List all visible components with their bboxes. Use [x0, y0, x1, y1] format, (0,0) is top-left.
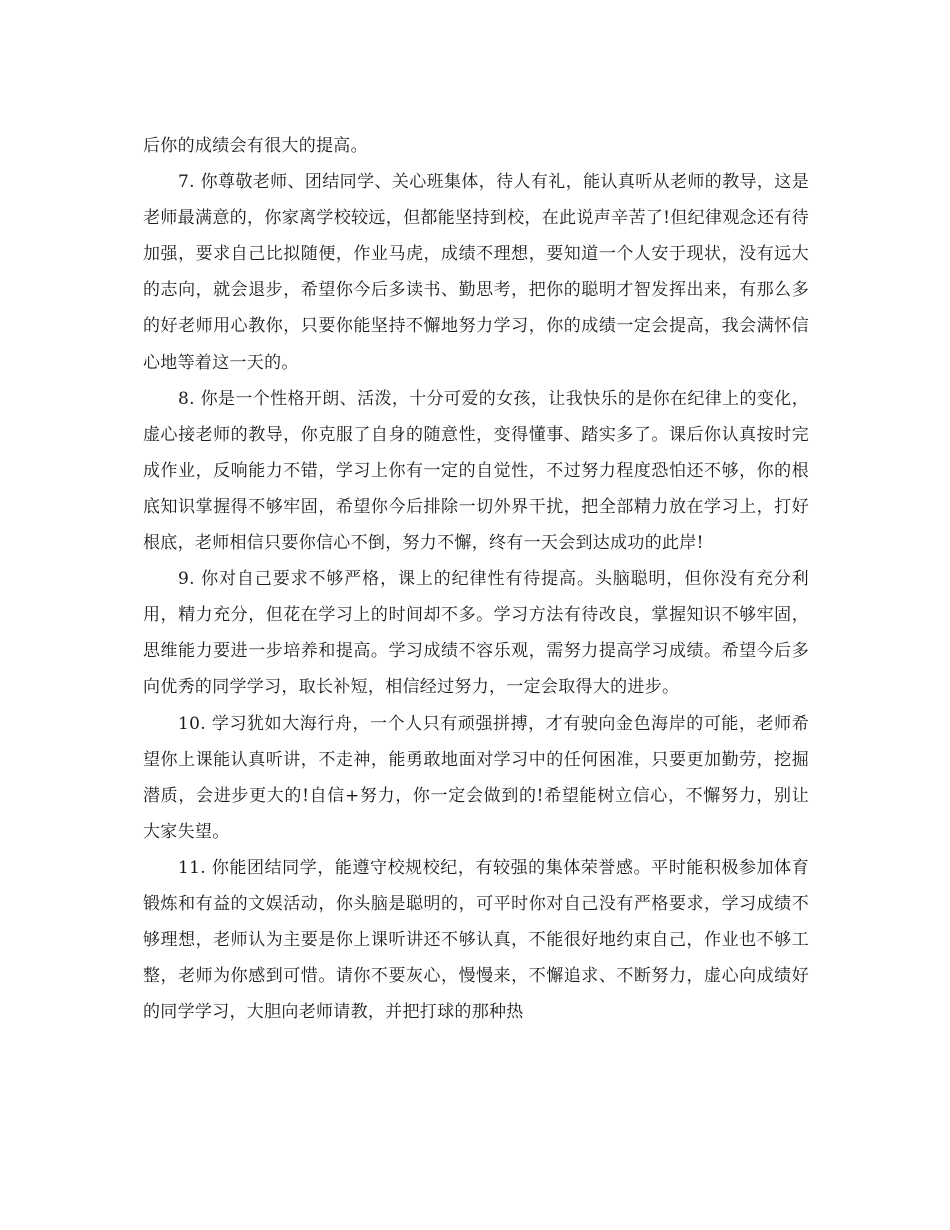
document-body	[143, 128, 809, 1030]
paragraph-continuation: 后你的成绩会有很大的提高。	[143, 136, 368, 156]
paragraph-comment-8: 8. 你是一个性格开朗、活泼，十分可爱的女孩，让我快乐的是你在纪律上的变化，虚心接老师的教导，你克服了自身的随意性，变得懂事、踏实多了。课后你认真按时完成作业，反响能力不错，学习上你有一定的自觉性，不过努力程度恐怕还不够，你的根底知识掌握得不够牢固，希望你今后排除一切外界干扰，把全部精力放在学习上，打好根底，老师相信只要你信心不倒，努力不懈，终有一天会到达成功的此岸!	[143, 388, 809, 554]
paragraph-comment-10: 10. 学习犹如大海行舟，一个人只有顽强拼搏，才有驶向金色海岸的可能，老师希望你上课能认真听讲，不走神，能勇敢地面对学习中的任何困准，只要更加勤劳，挖掘潜质，会进步更大的!自信+努力，你一定会做到的!希望能树立信心，不懈努力，别让大家失望。	[143, 713, 809, 842]
paragraph-comment-9: 9. 你对自己要求不够严格，课上的纪律性有待提高。头脑聪明，但你没有充分利用，精力充分，但花在学习上的时间却不多。学习方法有待改良，掌握知识不够牢固，思维能力要进一步培养和提高。学习成绩不容乐观，需努力提高学习成绩。希望今后多向优秀的同学学习，取长补短，相信经过努力，一定会取得大的进步。	[143, 569, 809, 698]
paragraph-comment-11: 11. 你能团结同学，能遵守校规校纪，有较强的集体荣誉感。平时能积极参加体育锻炼和有益的文娱活动，你头脑是聪明的，可平时你对自己没有严格要求，学习成绩不够理想，老师认为主要是你上课听讲还不够认真，不能很好地约束自己，作业也不够工整，老师为你感到可惜。请你不要灰心，慢慢来，不懈追求、不断努力，虚心向成绩好的同学学习，大胆向老师请教，并把打球的那种热	[143, 857, 809, 1023]
paragraph-comment-7: 7. 你尊敬老师、团结同学、关心班集体，待人有礼，能认真听从老师的教导，这是老师最满意的，你家离学校较远，但都能坚持到校，在此说声辛苦了!但纪律观念还有待加强，要求自己比拟随便，作业马虎，成绩不理想，要知道一个人安于现状，没有远大的志向，就会退步，希望你今后多读书、勤思考，把你的聪明才智发挥出来，有那么多的好老师用心教你，只要你能坚持不懈地努力学习，你的成绩一定会提高，我会满怀信心地等着这一天的。	[143, 172, 809, 373]
